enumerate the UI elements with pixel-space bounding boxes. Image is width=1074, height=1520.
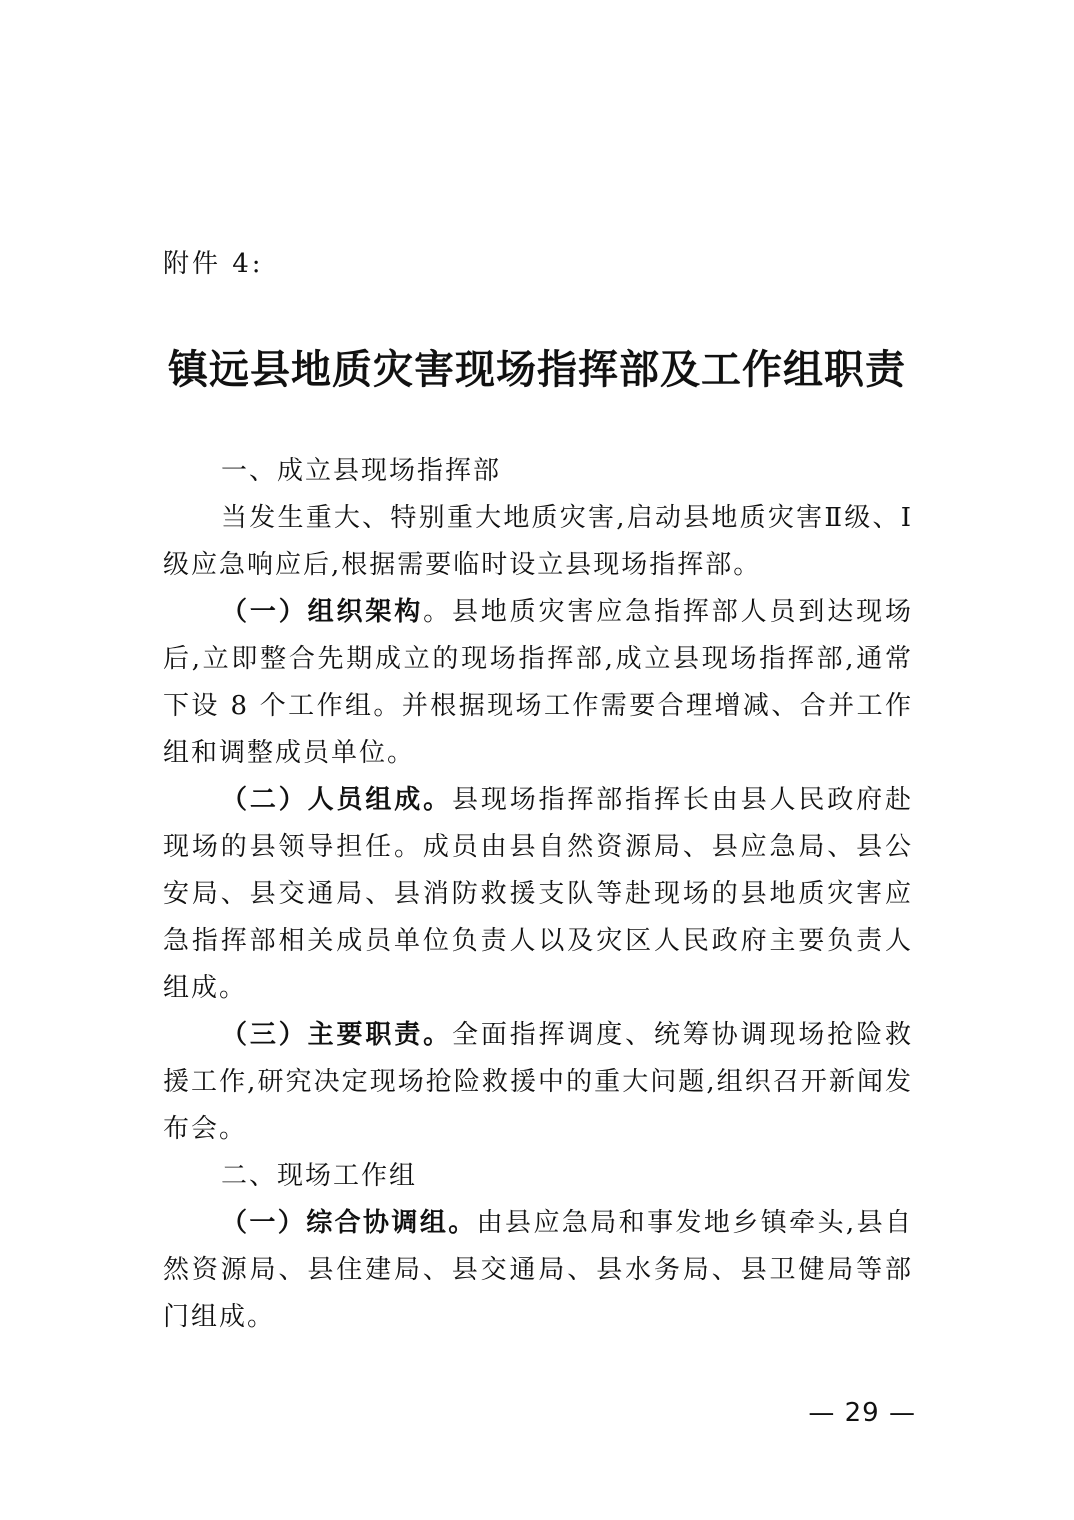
structure-text: 。县地质灾害应急指挥部人员到达现场后,立即整合先期成立的现场指挥部,成立县现场指挥部,通常下设 8 个工作组。并根据现场工作需要合理增减、合并工作组和调整成员单位。 xyxy=(163,597,913,768)
structure-label: （一）组织架构 xyxy=(221,597,424,627)
section1-intro: 当发生重大、特别重大地质灾害,启动县地质灾害Ⅱ级、Ⅰ级应急响应后,根据需要临时设立县现场指挥部。 xyxy=(163,503,913,580)
coordination-text: 由县应急局和事发地乡镇牵头,县自然资源局、县住建局、县交通局、县水务局、县卫健局等部门组成。 xyxy=(163,1208,913,1332)
section1-paragraph-structure xyxy=(163,589,913,777)
document-body xyxy=(163,448,913,1341)
document-title: 镇远县地质灾害现场指挥部及工作组职责 xyxy=(168,346,906,393)
section1-heading: 一、成立县现场指挥部 xyxy=(221,456,502,486)
attachment-label: 附件 4: xyxy=(163,249,264,279)
section2-paragraph-coordination xyxy=(163,1200,913,1341)
coordination-label: （一）综合协调组。 xyxy=(221,1208,477,1238)
personnel-label: （二）人员组成。 xyxy=(221,785,452,815)
personnel-text: 县现场指挥部指挥长由县人民政府赴现场的县领导担任。成员由县自然资源局、县应急局、县公安局、县交通局、县消防救援支队等赴现场的县地质灾害应急指挥部相关成员单位负责人以及灾区人民政府主要负责人组成。 xyxy=(163,785,913,1003)
section1-paragraph-personnel xyxy=(163,777,913,1012)
section1-paragraph-duties xyxy=(163,1012,913,1153)
duties-text: 全面指挥调度、统筹协调现场抢险救援工作,研究决定现场抢险救援中的重大问题,组织召开新闻发布会。 xyxy=(163,1020,913,1144)
page-number: — 29 — xyxy=(808,1398,916,1428)
section2-heading: 二、现场工作组 xyxy=(221,1161,418,1191)
duties-label: （三）主要职责。 xyxy=(221,1020,452,1050)
